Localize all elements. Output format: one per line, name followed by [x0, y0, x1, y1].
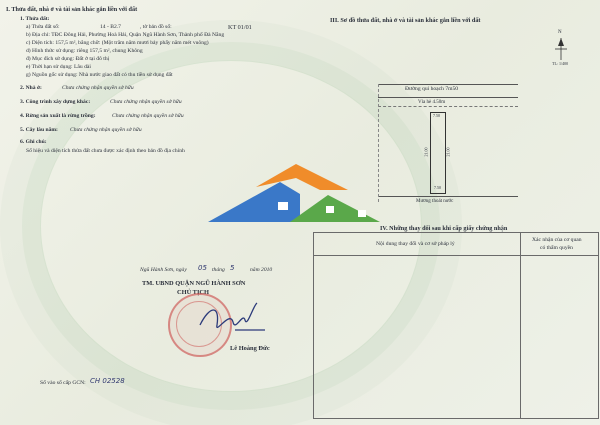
plot-boundary — [430, 112, 446, 194]
sidewalk-line — [378, 106, 518, 107]
plot-dim-top: 7.50 — [433, 113, 440, 118]
road-line-top — [378, 84, 518, 85]
map-sheet-value: KT 01/01 — [228, 24, 252, 31]
changes-table-header-border — [314, 255, 598, 256]
issuing-org: TM. UBND QUẬN NGŨ HÀNH SƠN — [142, 280, 246, 287]
plot-dim-bottom: 7.50 — [434, 185, 441, 190]
date-day: 05 — [198, 264, 207, 272]
signature-mark — [195, 300, 270, 340]
signer-name: Lê Hoàng Đức — [230, 345, 270, 352]
plot-number-value: 14 - B2.7 — [100, 24, 121, 30]
issue-number-value: CH 02528 — [90, 377, 125, 385]
date-month-label: tháng — [212, 267, 225, 273]
usage-purpose-line: đ) Mục đích sử dụng: Đất ở tại đô thị — [26, 56, 110, 62]
note-text: Số hiệu và diện tích thửa đất chưa được xác định theo bản đồ địa chính — [26, 148, 185, 154]
drainage-label: Mương thoát nước — [416, 199, 454, 204]
plot-number-label: a) Thửa đất số: — [26, 24, 60, 30]
forest-status: Chưa chứng nhận quyền sở hữu — [112, 113, 184, 119]
north-label: N — [558, 30, 562, 35]
other-construction-heading: 3. Công trình xây dựng khác: — [20, 99, 91, 105]
house-heading: 2. Nhà ở: — [20, 85, 42, 91]
changes-table-divider — [520, 233, 521, 418]
issue-number-label: Số vào sổ cấp GCN: — [40, 380, 86, 386]
section-1-title: I. Thửa đất, nhà ở và tài sản khác gắn liền với đất — [6, 6, 138, 13]
usage-form-line: d) Hình thức sử dụng: riêng 157,5 m², chung Không — [26, 48, 143, 54]
planned-road-label: Đường qui hoạch 7m50 — [405, 86, 459, 92]
house-logo-watermark — [208, 162, 380, 232]
changes-col-confirm-header-1: Xác nhận của cơ quan — [532, 237, 582, 243]
other-construction-status: Chưa chứng nhận quyền sở hữu — [110, 99, 182, 105]
note-heading: 6. Ghi chú: — [20, 139, 47, 145]
map-sheet-label: , tờ bản đồ số: — [140, 24, 172, 30]
scale-label: TL: 1/400 — [552, 61, 569, 66]
date-year: năm 2010 — [250, 267, 273, 273]
date-place: Ngũ Hành Sơn, ngày — [140, 267, 187, 273]
changes-col-confirm-header-2: có thẩm quyền — [540, 245, 573, 251]
changes-col-content-header: Nội dung thay đổi và cơ sở pháp lý — [376, 241, 455, 247]
road-line-bottom — [378, 97, 518, 98]
area-line: c) Diện tích: 157,5 m², bằng chữ: (Một trăm năm mươi bảy phẩy năm mét vuông) — [26, 40, 209, 46]
date-month: 5 — [230, 264, 235, 272]
house-status: Chưa chứng nhận quyền sở hữu — [62, 85, 134, 91]
land-plot-heading: 1. Thửa đất: — [20, 16, 50, 22]
address-line: b) Địa chỉ: TĐC Đông Hải, Phường Hoà Hải, Quận Ngũ Hành Sơn, Thành phố Đà Nẵng — [26, 32, 225, 38]
section-4-title: IV. Những thay đổi sau khi cấp giấy chứng nhận — [380, 225, 508, 232]
sidewalk-label: Vỉa hè 4.50m — [418, 100, 446, 105]
perennial-heading: 5. Cây lâu năm: — [20, 127, 58, 133]
sketch-left-edge — [378, 84, 379, 202]
usage-term-line: e) Thời hạn sử dụng: Lâu dài — [26, 64, 91, 70]
changes-table — [313, 232, 599, 419]
section-3-title: III. Sơ đồ thửa đất, nhà ở và tài sản khác gắn liền với đất — [330, 17, 481, 24]
usage-origin-line: g) Nguồn gốc sử dụng: Nhà nước giao đất có thu tiền sử dụng đất — [26, 72, 173, 78]
plot-dim-right: 21.00 — [445, 147, 451, 157]
chairman-title: CHỦ TỊCH — [177, 289, 210, 296]
forest-heading: 4. Rừng sản xuất là rừng trồng: — [20, 113, 96, 119]
drainage-line — [378, 196, 518, 197]
perennial-status: Chưa chứng nhận quyền sở hữu — [70, 127, 142, 133]
plot-dim-left: 21.00 — [423, 147, 429, 157]
